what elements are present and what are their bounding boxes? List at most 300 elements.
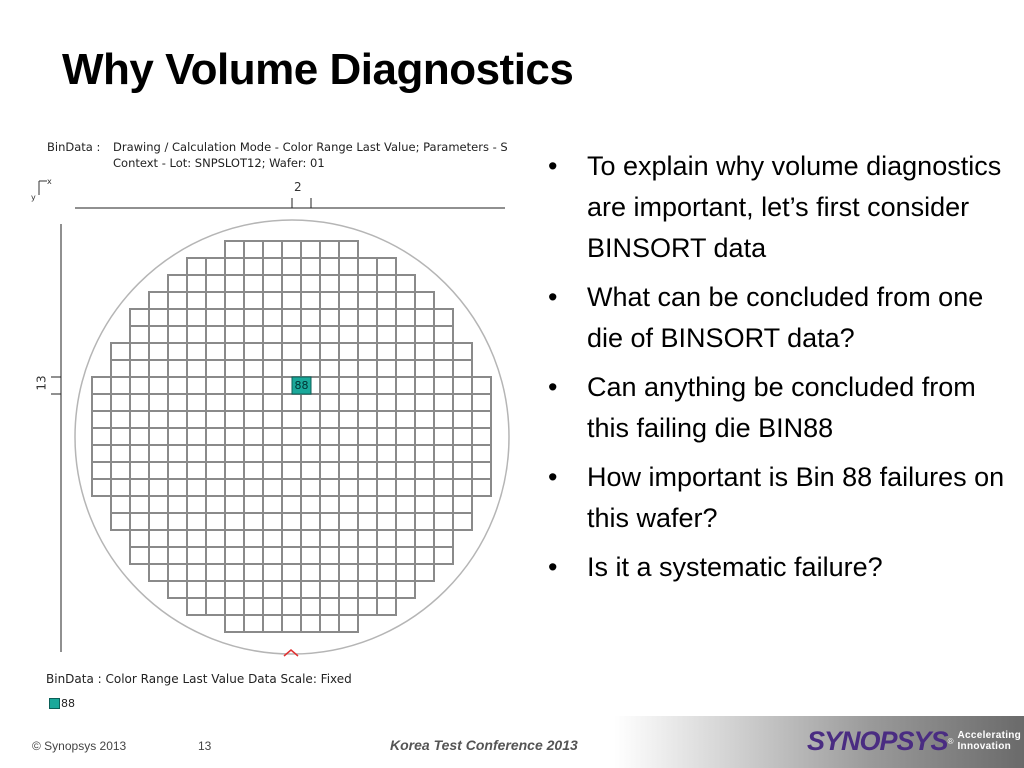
die-cell[interactable] [225,258,244,275]
die-cell[interactable] [263,479,282,496]
die-cell[interactable] [434,360,453,377]
die-cell[interactable] [358,258,377,275]
die-cell[interactable] [244,411,263,428]
die-cell[interactable] [244,275,263,292]
die-cell[interactable] [434,377,453,394]
die-cell[interactable] [282,309,301,326]
die-cell[interactable] [225,343,244,360]
die-cell[interactable] [339,581,358,598]
die-cell[interactable] [92,411,111,428]
die-cell[interactable] [206,547,225,564]
die-cell[interactable] [263,275,282,292]
die-cell[interactable] [415,394,434,411]
die-cell[interactable] [263,309,282,326]
die-cell[interactable] [415,530,434,547]
die-cell[interactable] [92,445,111,462]
die-cell[interactable] [168,445,187,462]
die-cell[interactable] [301,581,320,598]
die-cell[interactable] [453,462,472,479]
die-cell[interactable] [225,479,244,496]
die-cell[interactable] [453,513,472,530]
die-cell[interactable] [263,462,282,479]
die-cell[interactable] [225,445,244,462]
die-cell[interactable] [320,530,339,547]
die-cell[interactable] [130,343,149,360]
die-cell[interactable] [168,428,187,445]
die-cell[interactable] [206,411,225,428]
die-cell[interactable] [377,462,396,479]
die-cell[interactable] [358,275,377,292]
die-cell[interactable] [358,326,377,343]
die-cell[interactable] [301,547,320,564]
die-cell[interactable] [282,445,301,462]
die-cell[interactable] [206,292,225,309]
die-cell[interactable] [396,428,415,445]
die-cell[interactable] [149,513,168,530]
die-cell[interactable] [301,598,320,615]
die-cell[interactable] [149,428,168,445]
die-cell[interactable] [206,394,225,411]
die-cell[interactable] [225,275,244,292]
die-cell[interactable] [358,394,377,411]
die-cell[interactable] [453,445,472,462]
die-cell[interactable] [263,428,282,445]
die-cell[interactable] [149,292,168,309]
die-cell[interactable] [358,598,377,615]
die-cell[interactable] [149,462,168,479]
die-cell[interactable] [358,292,377,309]
die-cell[interactable] [187,309,206,326]
die-cell[interactable] [415,411,434,428]
die-cell[interactable] [301,615,320,632]
die-cell[interactable] [168,581,187,598]
die-cell[interactable] [320,428,339,445]
die-cell[interactable] [244,598,263,615]
die-cell[interactable] [301,309,320,326]
die-cell[interactable] [320,615,339,632]
die-cell[interactable] [415,428,434,445]
die-cell[interactable] [396,547,415,564]
die-cell[interactable] [358,479,377,496]
die-cell[interactable] [301,462,320,479]
die-cell[interactable] [225,360,244,377]
die-cell[interactable] [92,377,111,394]
die-cell[interactable] [377,343,396,360]
die-cell[interactable] [149,394,168,411]
die-cell[interactable] [244,292,263,309]
die-cell[interactable] [453,343,472,360]
die-cell[interactable] [434,326,453,343]
die-cell[interactable] [263,581,282,598]
die-cell[interactable] [472,479,491,496]
die-cell[interactable] [282,258,301,275]
die-cell[interactable] [396,394,415,411]
die-cell[interactable] [339,411,358,428]
die-cell[interactable] [282,428,301,445]
die-cell[interactable] [453,360,472,377]
die-cell[interactable] [358,343,377,360]
die-cell[interactable] [206,598,225,615]
die-cell[interactable] [168,513,187,530]
die-cell[interactable] [263,496,282,513]
die-cell[interactable] [301,564,320,581]
die-cell[interactable] [396,479,415,496]
die-cell[interactable] [377,479,396,496]
die-cell[interactable] [263,343,282,360]
die-cell[interactable] [187,479,206,496]
die-cell[interactable] [92,462,111,479]
die-cell[interactable] [149,479,168,496]
die-cell[interactable] [244,377,263,394]
die-cell[interactable] [168,275,187,292]
die-cell[interactable] [263,547,282,564]
die-cell[interactable] [244,258,263,275]
die-cell[interactable] [396,360,415,377]
die-cell[interactable] [111,428,130,445]
die-cell[interactable] [396,496,415,513]
die-cell[interactable] [282,360,301,377]
die-cell[interactable] [244,394,263,411]
die-cell[interactable] [320,445,339,462]
die-cell[interactable] [434,496,453,513]
die-cell[interactable] [187,326,206,343]
die-cell[interactable] [434,394,453,411]
die-cell[interactable] [206,564,225,581]
die-cell[interactable] [415,292,434,309]
die-cell[interactable] [282,547,301,564]
die-cell[interactable] [282,326,301,343]
die-cell[interactable] [225,598,244,615]
die-cell[interactable] [358,411,377,428]
die-cell[interactable] [130,479,149,496]
die-cell[interactable] [111,343,130,360]
die-cell[interactable] [301,530,320,547]
die-cell[interactable] [244,360,263,377]
die-cell[interactable] [472,445,491,462]
die-cell[interactable] [130,445,149,462]
die-cell[interactable] [282,564,301,581]
die-cell[interactable] [92,479,111,496]
die-cell[interactable] [168,564,187,581]
die-cell[interactable] [111,462,130,479]
die-cell[interactable] [168,326,187,343]
die-cell[interactable] [358,428,377,445]
die-cell[interactable] [149,343,168,360]
die-cell[interactable] [206,530,225,547]
die-cell[interactable] [263,615,282,632]
die-cell[interactable] [415,564,434,581]
die-cell[interactable] [206,513,225,530]
die-cell[interactable] [415,326,434,343]
die-cell[interactable] [187,496,206,513]
die-cell[interactable] [434,343,453,360]
die-cell[interactable] [130,326,149,343]
die-cell[interactable] [320,326,339,343]
die-cell[interactable] [415,343,434,360]
die-cell[interactable] [434,513,453,530]
die-cell[interactable] [358,530,377,547]
die-cell[interactable] [339,343,358,360]
die-cell[interactable] [434,462,453,479]
die-cell[interactable] [168,343,187,360]
die-cell[interactable] [244,530,263,547]
die-cell[interactable] [358,377,377,394]
die-cell[interactable] [377,547,396,564]
die-cell[interactable] [149,496,168,513]
die-cell[interactable] [225,581,244,598]
die-cell[interactable] [301,241,320,258]
die-cell[interactable] [453,394,472,411]
die-cell[interactable] [301,360,320,377]
die-cell[interactable] [358,581,377,598]
die-cell[interactable] [187,462,206,479]
die-cell[interactable] [282,411,301,428]
die-cell[interactable] [301,411,320,428]
die-cell[interactable] [130,513,149,530]
die-cell[interactable] [92,428,111,445]
die-cell[interactable] [225,292,244,309]
die-cell[interactable] [206,496,225,513]
die-cell[interactable] [225,411,244,428]
die-cell[interactable] [206,258,225,275]
die-cell[interactable] [130,547,149,564]
die-cell[interactable] [149,411,168,428]
die-cell[interactable] [301,428,320,445]
die-cell[interactable] [130,309,149,326]
die-cell[interactable] [320,360,339,377]
die-cell[interactable] [320,598,339,615]
die-cell[interactable] [111,479,130,496]
die-cell[interactable] [282,496,301,513]
die-cell[interactable] [339,258,358,275]
die-cell[interactable] [206,309,225,326]
die-cell[interactable] [225,394,244,411]
die-cell[interactable] [187,360,206,377]
die-cell[interactable] [396,377,415,394]
die-cell[interactable] [453,479,472,496]
die-cell[interactable] [434,547,453,564]
die-cell[interactable] [358,462,377,479]
die-cell[interactable] [244,445,263,462]
die-cell[interactable] [149,530,168,547]
die-cell[interactable] [225,377,244,394]
die-cell[interactable] [339,309,358,326]
die-cell[interactable] [339,547,358,564]
die-cell[interactable] [149,309,168,326]
die-cell[interactable] [301,275,320,292]
die-cell[interactable] [320,394,339,411]
die-cell[interactable] [130,360,149,377]
die-cell[interactable] [149,326,168,343]
die-cell[interactable] [320,275,339,292]
die-cell[interactable] [187,564,206,581]
die-cell[interactable] [396,445,415,462]
die-cell[interactable] [358,496,377,513]
die-cell[interactable] [130,377,149,394]
die-cell[interactable] [149,360,168,377]
die-cell[interactable] [301,292,320,309]
die-cell[interactable] [187,292,206,309]
die-cell[interactable] [434,445,453,462]
die-cell[interactable] [282,394,301,411]
die-cell[interactable] [149,564,168,581]
die-cell[interactable] [187,377,206,394]
die-cell[interactable] [149,547,168,564]
die-cell[interactable] [168,479,187,496]
die-cell[interactable] [339,428,358,445]
die-cell[interactable] [320,496,339,513]
die-cell[interactable] [339,513,358,530]
die-cell[interactable] [263,258,282,275]
die-cell[interactable] [263,394,282,411]
die-cell[interactable] [206,581,225,598]
die-cell[interactable] [320,581,339,598]
die-cell[interactable] [130,530,149,547]
die-cell[interactable] [377,292,396,309]
die-cell[interactable] [225,513,244,530]
die-cell[interactable] [320,564,339,581]
die-cell[interactable] [244,513,263,530]
die-cell[interactable] [358,360,377,377]
die-cell[interactable] [168,360,187,377]
die-cell[interactable] [339,326,358,343]
die-cell[interactable] [339,598,358,615]
die-cell[interactable] [320,411,339,428]
die-cell[interactable] [187,411,206,428]
die-cell[interactable] [358,547,377,564]
die-cell[interactable] [187,428,206,445]
die-cell[interactable] [168,411,187,428]
die-cell[interactable] [130,496,149,513]
die-cell[interactable] [377,530,396,547]
die-cell[interactable] [263,326,282,343]
die-cell[interactable] [244,581,263,598]
die-cell[interactable] [263,411,282,428]
die-cell[interactable] [130,462,149,479]
die-cell[interactable] [244,428,263,445]
die-cell[interactable] [225,496,244,513]
die-cell[interactable] [396,292,415,309]
die-cell[interactable] [263,513,282,530]
die-cell[interactable] [434,530,453,547]
die-cell[interactable] [339,241,358,258]
die-cell[interactable] [415,360,434,377]
die-cell[interactable] [111,377,130,394]
die-cell[interactable] [339,479,358,496]
die-cell[interactable] [111,411,130,428]
die-cell[interactable] [453,496,472,513]
die-cell[interactable] [168,292,187,309]
die-cell[interactable] [168,530,187,547]
die-cell[interactable] [453,428,472,445]
die-cell[interactable] [206,326,225,343]
die-cell[interactable] [339,615,358,632]
die-cell[interactable] [320,241,339,258]
die-cell[interactable] [320,377,339,394]
die-cell[interactable] [301,394,320,411]
die-cell[interactable] [434,309,453,326]
die-cell[interactable] [244,564,263,581]
die-cell[interactable] [225,530,244,547]
die-cell[interactable] [396,564,415,581]
die-cell[interactable] [396,462,415,479]
die-cell[interactable] [149,445,168,462]
die-cell[interactable] [301,445,320,462]
die-cell[interactable] [301,326,320,343]
die-cell[interactable] [282,292,301,309]
die-cell[interactable] [434,428,453,445]
die-cell[interactable] [339,445,358,462]
die-cell[interactable] [301,343,320,360]
die-cell[interactable] [282,513,301,530]
die-cell[interactable] [339,496,358,513]
die-cell[interactable] [187,275,206,292]
die-cell[interactable] [263,564,282,581]
die-cell[interactable] [282,615,301,632]
die-cell[interactable] [339,275,358,292]
die-cell[interactable] [377,377,396,394]
die-cell[interactable] [263,241,282,258]
die-cell[interactable] [149,377,168,394]
die-cell[interactable] [206,479,225,496]
die-cell[interactable] [244,343,263,360]
die-cell[interactable] [187,394,206,411]
die-cell[interactable] [206,343,225,360]
die-cell[interactable] [320,462,339,479]
die-cell[interactable] [111,496,130,513]
die-cell[interactable] [472,462,491,479]
die-cell[interactable] [168,394,187,411]
die-cell[interactable] [168,462,187,479]
die-cell[interactable] [415,377,434,394]
die-cell[interactable] [396,326,415,343]
die-cell[interactable] [396,343,415,360]
die-cell[interactable] [377,428,396,445]
die-cell[interactable] [244,462,263,479]
die-cell[interactable] [282,530,301,547]
die-cell[interactable] [339,377,358,394]
die-cell[interactable] [301,496,320,513]
die-cell[interactable] [187,445,206,462]
die-cell[interactable] [472,394,491,411]
die-cell[interactable] [244,615,263,632]
die-cell[interactable] [206,462,225,479]
die-cell[interactable] [339,360,358,377]
die-cell[interactable] [263,377,282,394]
die-cell[interactable] [282,241,301,258]
die-cell[interactable] [320,479,339,496]
die-cell[interactable] [225,564,244,581]
die-cell[interactable] [377,445,396,462]
die-cell[interactable] [206,377,225,394]
die-cell[interactable] [472,428,491,445]
die-cell[interactable] [263,445,282,462]
die-cell[interactable] [206,360,225,377]
die-cell[interactable] [358,564,377,581]
die-cell[interactable] [111,445,130,462]
die-cell[interactable] [396,309,415,326]
die-cell[interactable] [415,309,434,326]
die-cell[interactable] [358,513,377,530]
die-cell[interactable] [225,326,244,343]
die-cell[interactable] [415,462,434,479]
die-cell[interactable] [130,428,149,445]
die-cell[interactable] [111,360,130,377]
die-cell[interactable] [339,564,358,581]
die-cell[interactable] [187,530,206,547]
die-cell[interactable] [377,411,396,428]
die-cell[interactable] [225,309,244,326]
